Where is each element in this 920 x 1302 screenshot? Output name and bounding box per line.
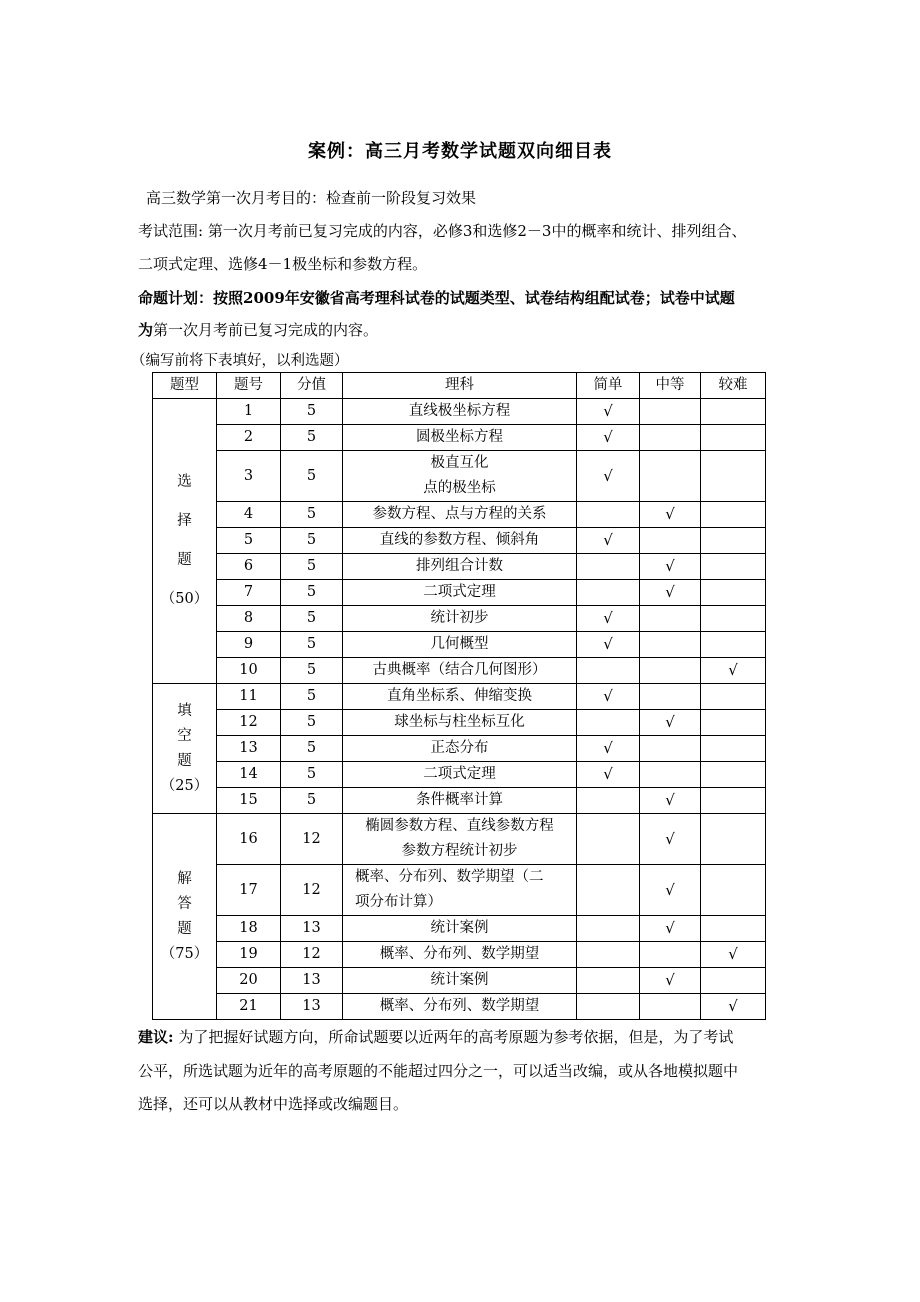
question-number-cell: 2 <box>217 425 281 451</box>
topic-cell <box>343 736 577 762</box>
score-cell: 5 <box>281 684 343 710</box>
question-number-cell: 15 <box>217 788 281 814</box>
topic-cell <box>343 425 577 451</box>
header-cell-1: 题号 <box>217 373 281 399</box>
topic-line: 概率、分布列、数学期望 <box>379 998 540 1014</box>
difficulty-hard-cell <box>701 968 766 994</box>
topic-line: 排列组合计数 <box>416 558 503 574</box>
type-label-part: 解 <box>177 870 192 887</box>
difficulty-easy-cell: √ <box>577 762 640 788</box>
difficulty-easy-cell: √ <box>577 684 640 710</box>
type-label-part: 空 <box>177 727 192 744</box>
topic-line: 极直互化 <box>430 455 489 471</box>
table-row <box>153 814 766 865</box>
plan-line-1 <box>138 287 735 308</box>
score-cell: 5 <box>281 528 343 554</box>
difficulty-easy-cell <box>577 788 640 814</box>
difficulty-hard-cell: √ <box>701 942 766 968</box>
score-cell: 5 <box>281 502 343 528</box>
table-row <box>153 968 766 994</box>
type-label-part: 题 <box>177 752 192 769</box>
question-number-cell: 19 <box>217 942 281 968</box>
difficulty-easy-cell: √ <box>577 606 640 632</box>
topic-cell <box>343 994 577 1020</box>
scope-line-1: 考试范围: 第一次月考前已复习完成的内容，必修3和选修2－3中的概率和统计、排列组合、 <box>138 222 747 240</box>
difficulty-hard-cell <box>701 916 766 942</box>
topic-cell <box>343 399 577 425</box>
table-row <box>153 451 766 502</box>
score-cell: 5 <box>281 658 343 684</box>
difficulty-hard-cell <box>701 554 766 580</box>
topic-line: 条件概率计算 <box>416 792 503 808</box>
topic-line: 统计案例 <box>430 972 489 988</box>
difficulty-medium-cell <box>640 399 701 425</box>
topic-line: 古典概率（结合几何图形） <box>372 662 547 678</box>
table-row <box>153 554 766 580</box>
question-number-cell: 3 <box>217 451 281 502</box>
score-cell: 12 <box>281 865 343 916</box>
topic-cell <box>343 632 577 658</box>
purpose-line: 高三数学第一次月考目的：检查前一阶段复习效果 <box>146 189 477 207</box>
table-row <box>153 736 766 762</box>
question-type-cell <box>153 684 217 814</box>
header-cell-2: 分值 <box>281 373 343 399</box>
score-cell: 12 <box>281 942 343 968</box>
topic-cell <box>343 658 577 684</box>
topic-cell <box>343 710 577 736</box>
difficulty-medium-cell <box>640 684 701 710</box>
difficulty-easy-cell <box>577 658 640 684</box>
difficulty-easy-cell <box>577 502 640 528</box>
difficulty-medium-cell: √ <box>640 502 701 528</box>
advice-text-1: 为了把握好试题方向，所命试题要以近两年的高考原题为参考依据，但是，为了考试 <box>173 1028 734 1046</box>
score-cell: 13 <box>281 994 343 1020</box>
difficulty-medium-cell: √ <box>640 788 701 814</box>
difficulty-medium-cell <box>640 994 701 1020</box>
difficulty-hard-cell <box>701 814 766 865</box>
topic-cell <box>343 762 577 788</box>
score-cell: 5 <box>281 554 343 580</box>
topic-line: 概率、分布列、数学期望 <box>379 946 540 962</box>
score-cell: 5 <box>281 710 343 736</box>
difficulty-hard-cell <box>701 528 766 554</box>
topic-cell <box>343 814 577 865</box>
plan-text-2: 第一次月考前已复习完成的内容。 <box>153 321 379 339</box>
advice-label: 建议: <box>138 1028 174 1046</box>
type-label-part: （25） <box>160 777 209 794</box>
topic-line: 二项式定理 <box>423 584 496 600</box>
question-number-cell: 16 <box>217 814 281 865</box>
difficulty-hard-cell <box>701 736 766 762</box>
table-row <box>153 788 766 814</box>
type-label-part: 择 <box>177 513 192 529</box>
question-number-cell: 5 <box>217 528 281 554</box>
difficulty-medium-cell <box>640 451 701 502</box>
score-cell: 13 <box>281 968 343 994</box>
difficulty-easy-cell <box>577 580 640 606</box>
topic-cell <box>343 788 577 814</box>
difficulty-hard-cell <box>701 710 766 736</box>
type-label-part: 填 <box>177 702 192 719</box>
score-cell: 5 <box>281 736 343 762</box>
topic-cell <box>343 606 577 632</box>
difficulty-medium-cell: √ <box>640 710 701 736</box>
question-number-cell: 18 <box>217 916 281 942</box>
type-label-part: （50） <box>160 591 209 607</box>
table-row <box>153 658 766 684</box>
question-number-cell: 1 <box>217 399 281 425</box>
topic-line: 直线极坐标方程 <box>408 403 511 419</box>
question-number-cell: 21 <box>217 994 281 1020</box>
topic-line: 直线的参数方程、倾斜角 <box>379 532 540 548</box>
score-cell: 5 <box>281 580 343 606</box>
advice-line-3: 选择，还可以从教材中选择或改编题目。 <box>138 1095 409 1113</box>
table-row <box>153 580 766 606</box>
difficulty-hard-cell <box>701 788 766 814</box>
difficulty-hard-cell <box>701 684 766 710</box>
topic-line: 二项式定理 <box>423 766 496 782</box>
difficulty-easy-cell: √ <box>577 451 640 502</box>
topic-line: 点的极坐标 <box>423 480 496 496</box>
topic-line: 参数方程统计初步 <box>401 843 518 859</box>
question-number-cell: 17 <box>217 865 281 916</box>
difficulty-easy-cell <box>577 814 640 865</box>
difficulty-hard-cell <box>701 865 766 916</box>
difficulty-hard-cell: √ <box>701 658 766 684</box>
question-number-cell: 4 <box>217 502 281 528</box>
score-cell: 5 <box>281 632 343 658</box>
difficulty-easy-cell: √ <box>577 632 640 658</box>
question-number-cell: 8 <box>217 606 281 632</box>
difficulty-medium-cell <box>640 606 701 632</box>
table-row <box>153 762 766 788</box>
type-label-part: 选 <box>177 474 192 490</box>
table-row <box>153 425 766 451</box>
question-number-cell: 13 <box>217 736 281 762</box>
table-row <box>153 632 766 658</box>
difficulty-medium-cell: √ <box>640 554 701 580</box>
difficulty-medium-cell <box>640 736 701 762</box>
topic-cell <box>343 684 577 710</box>
topic-line: 椭圆参数方程、直线参数方程 <box>365 818 554 834</box>
header-cell-6: 较难 <box>701 373 766 399</box>
topic-cell <box>343 942 577 968</box>
topic-line: 球坐标与柱坐标互化 <box>394 714 525 730</box>
score-cell: 5 <box>281 762 343 788</box>
question-number-cell: 10 <box>217 658 281 684</box>
topic-cell <box>343 502 577 528</box>
fill-note: （编写前将下表填好，以利选题） <box>131 353 349 369</box>
type-label-part: 题 <box>177 920 192 937</box>
score-cell: 5 <box>281 425 343 451</box>
difficulty-easy-cell: √ <box>577 528 640 554</box>
difficulty-medium-cell: √ <box>640 580 701 606</box>
plan-text-2-bold: 为 <box>138 321 154 339</box>
type-label-part: 题 <box>177 552 192 568</box>
header-cell-5: 中等 <box>640 373 701 399</box>
difficulty-hard-cell <box>701 399 766 425</box>
difficulty-easy-cell: √ <box>577 399 640 425</box>
plan-line-2 <box>138 319 378 340</box>
topic-line: 项分布计算） <box>355 894 442 910</box>
topic-cell <box>343 554 577 580</box>
type-label-part: 答 <box>177 895 192 912</box>
difficulty-hard-cell <box>701 451 766 502</box>
specification-table <box>152 372 766 1020</box>
difficulty-easy-cell: √ <box>577 736 640 762</box>
table-row <box>153 865 766 916</box>
difficulty-easy-cell <box>577 710 640 736</box>
difficulty-easy-cell <box>577 916 640 942</box>
question-type-cell <box>153 814 217 1020</box>
difficulty-hard-cell <box>701 762 766 788</box>
difficulty-easy-cell <box>577 942 640 968</box>
question-number-cell: 6 <box>217 554 281 580</box>
question-type-cell <box>153 399 217 684</box>
topic-cell <box>343 528 577 554</box>
topic-line: 统计案例 <box>430 920 489 936</box>
difficulty-medium-cell <box>640 658 701 684</box>
difficulty-easy-cell <box>577 968 640 994</box>
topic-cell <box>343 968 577 994</box>
topic-line: 概率、分布列、数学期望（二 <box>355 869 544 885</box>
plan-label: 命题计划： <box>138 289 214 307</box>
score-cell: 12 <box>281 814 343 865</box>
type-label-part: （75） <box>160 945 209 962</box>
score-cell: 13 <box>281 916 343 942</box>
difficulty-medium-cell: √ <box>640 865 701 916</box>
page-title: 案例：高三月考数学试题双向细目表 <box>308 141 612 162</box>
table-row <box>153 684 766 710</box>
difficulty-medium-cell: √ <box>640 814 701 865</box>
difficulty-medium-cell <box>640 632 701 658</box>
question-number-cell: 12 <box>217 710 281 736</box>
difficulty-medium-cell <box>640 528 701 554</box>
topic-cell <box>343 865 577 916</box>
table-row <box>153 942 766 968</box>
difficulty-medium-cell: √ <box>640 968 701 994</box>
difficulty-easy-cell <box>577 554 640 580</box>
header-cell-3: 理科 <box>343 373 577 399</box>
topic-cell <box>343 451 577 502</box>
difficulty-medium-cell <box>640 762 701 788</box>
difficulty-easy-cell <box>577 994 640 1020</box>
table-row <box>153 916 766 942</box>
table-header-row <box>153 373 766 399</box>
header-cell-4: 简单 <box>577 373 640 399</box>
question-number-cell: 20 <box>217 968 281 994</box>
topic-cell <box>343 580 577 606</box>
table-row <box>153 502 766 528</box>
difficulty-hard-cell <box>701 580 766 606</box>
topic-line: 参数方程、点与方程的关系 <box>372 506 547 522</box>
score-cell: 5 <box>281 606 343 632</box>
table-row <box>153 606 766 632</box>
question-number-cell: 9 <box>217 632 281 658</box>
scope-line-2: 二项式定理、选修4－1极坐标和参数方程。 <box>138 255 428 273</box>
plan-text-1: 按照2009年安徽省高考理科试卷的试题类型、试卷结构组配试卷；试卷中试题 <box>213 289 735 307</box>
topic-line: 圆极坐标方程 <box>416 429 503 445</box>
score-cell: 5 <box>281 788 343 814</box>
topic-line: 统计初步 <box>430 610 489 626</box>
difficulty-medium-cell: √ <box>640 916 701 942</box>
question-number-cell: 14 <box>217 762 281 788</box>
table-row <box>153 994 766 1020</box>
difficulty-hard-cell <box>701 425 766 451</box>
advice-line-1 <box>138 1026 733 1047</box>
topic-cell <box>343 916 577 942</box>
question-number-cell: 7 <box>217 580 281 606</box>
difficulty-medium-cell <box>640 942 701 968</box>
difficulty-hard-cell: √ <box>701 994 766 1020</box>
topic-line: 几何概型 <box>430 636 489 652</box>
table-row <box>153 528 766 554</box>
table-row <box>153 399 766 425</box>
advice-line-2: 公平，所选试题为近年的高考原题的不能超过四分之一，可以适当改编，或从各地模拟题中 <box>138 1062 739 1080</box>
difficulty-easy-cell: √ <box>577 425 640 451</box>
table-row <box>153 710 766 736</box>
difficulty-easy-cell <box>577 865 640 916</box>
score-cell: 5 <box>281 451 343 502</box>
topic-line: 正态分布 <box>430 740 489 756</box>
difficulty-hard-cell <box>701 632 766 658</box>
difficulty-hard-cell <box>701 502 766 528</box>
difficulty-medium-cell <box>640 425 701 451</box>
score-cell: 5 <box>281 399 343 425</box>
header-cell-0: 题型 <box>153 373 217 399</box>
difficulty-hard-cell <box>701 606 766 632</box>
topic-line: 直角坐标系、伸缩变换 <box>387 688 532 704</box>
question-number-cell: 11 <box>217 684 281 710</box>
